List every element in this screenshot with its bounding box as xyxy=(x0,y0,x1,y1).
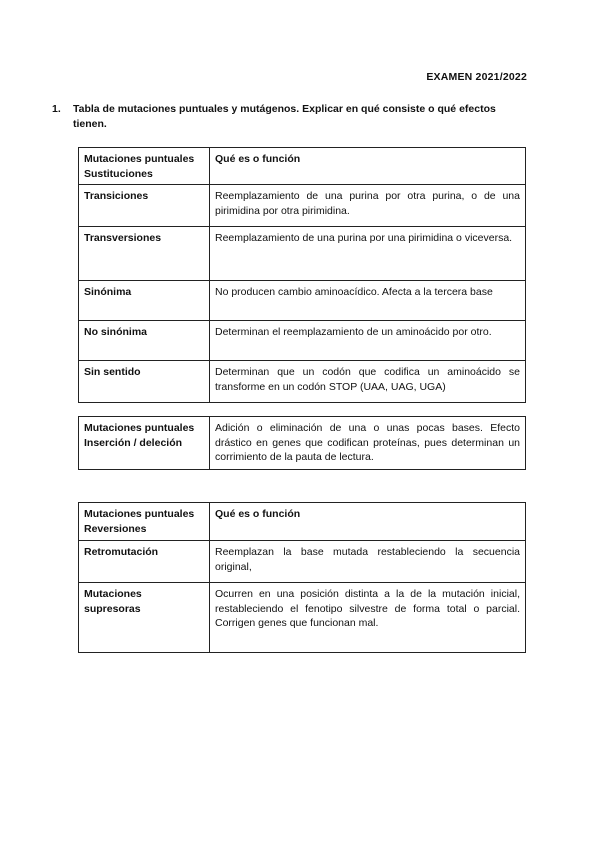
table-header-row xyxy=(79,148,526,185)
row-term: Retromutación xyxy=(79,541,210,583)
table-row xyxy=(79,281,526,321)
exam-title: EXAMEN 2021/2022 xyxy=(426,71,527,83)
row-description: Determinan que un codón que codifica un aminoácido se transforme en un codón STOP (UAA, UAG, UGA) xyxy=(210,361,526,403)
table-row xyxy=(79,361,526,403)
insertion-deletion-table xyxy=(78,416,526,470)
row-term: Sin sentido xyxy=(79,361,210,403)
substitutions-table xyxy=(78,147,526,403)
row-description: Reemplazamiento de una purina por una pirimidina o viceversa. xyxy=(210,227,526,281)
row-description: Determinan el reemplazamiento de un aminoácido por otro. xyxy=(210,321,526,361)
table-row xyxy=(79,583,526,653)
row-term: Mutaciones puntuales Inserción / deleción xyxy=(79,417,210,470)
table-row xyxy=(79,185,526,227)
row-term: No sinónima xyxy=(79,321,210,361)
table-header-row xyxy=(79,503,526,541)
row-term: Transiciones xyxy=(79,185,210,227)
header-cell-function: Qué es o función xyxy=(210,148,526,185)
reversions-table xyxy=(78,502,526,653)
header-cell-type: Mutaciones puntuales Reversiones xyxy=(79,503,210,541)
table-row xyxy=(79,417,526,470)
row-description: No producen cambio aminoacídico. Afecta a la tercera base xyxy=(210,281,526,321)
row-description: Adición o eliminación de una o unas pocas bases. Efecto drástico en genes que codifican proteínas, pues determinan un corrimiento de la pauta de lectura. xyxy=(210,417,526,470)
header-cell-function: Qué es o función xyxy=(210,503,526,541)
row-term: Mutaciones supresoras xyxy=(79,583,210,653)
header-cell-type: Mutaciones puntuales Sustituciones xyxy=(79,148,210,185)
row-term: Transversiones xyxy=(79,227,210,281)
question-1 xyxy=(52,102,530,132)
row-term: Sinónima xyxy=(79,281,210,321)
table-row xyxy=(79,227,526,281)
row-description: Reemplazamiento de una purina por otra purina, o de una pirimidina por otra pirimidina. xyxy=(210,185,526,227)
row-description: Reemplazan la base mutada restableciendo la secuencia original, xyxy=(210,541,526,583)
table-row xyxy=(79,541,526,583)
table-row xyxy=(79,321,526,361)
question-text: Tabla de mutaciones puntuales y mutágenos. Explicar en qué consiste o qué efectos tienen. xyxy=(73,103,496,130)
row-description: Ocurren en una posición distinta a la de la mutación inicial, restableciendo el fenotipo silvestre de forma total o parcial. Corrigen genes que funcionan mal. xyxy=(210,583,526,653)
question-number: 1. xyxy=(52,103,61,115)
